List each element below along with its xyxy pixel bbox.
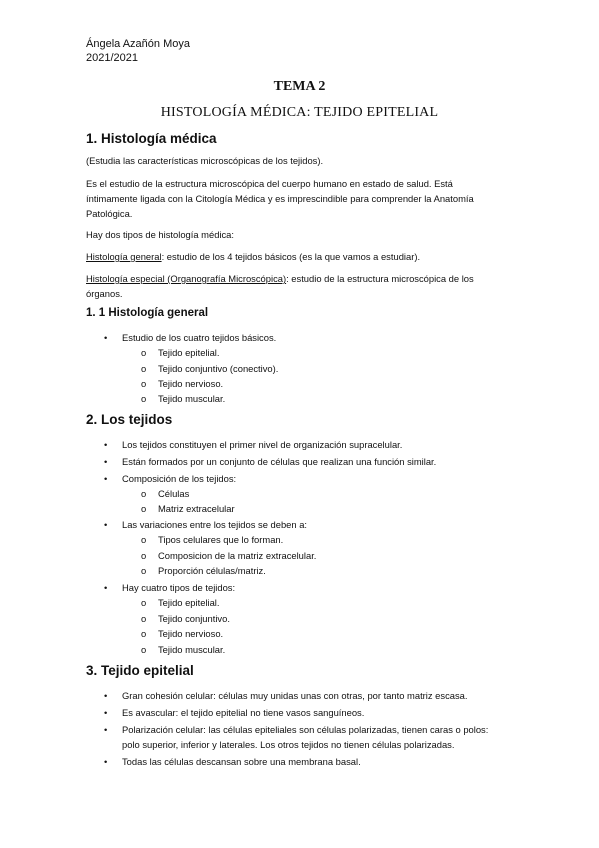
list-item: Tejido epitelial. xyxy=(158,347,220,358)
paragraph-histologia-general xyxy=(86,249,516,264)
list-item: Tejido conjuntivo. xyxy=(158,613,230,624)
paragraph-organos: órganos. xyxy=(86,288,123,299)
sub-bullet: o xyxy=(141,488,147,499)
bullet: • xyxy=(104,724,108,735)
heading-histologia-medica: 1. Histología médica xyxy=(86,131,217,146)
list-item: Tejido muscular. xyxy=(158,393,226,404)
bullet: • xyxy=(104,332,108,343)
paragraph-tipos: Hay dos tipos de histología médica: xyxy=(86,229,234,240)
list-item: Composición de los tejidos: xyxy=(122,473,237,484)
course-year: 2021/2021 xyxy=(86,52,138,64)
sub-bullet: o xyxy=(141,393,147,404)
list-item: Tejido nervioso. xyxy=(158,378,224,389)
author-block xyxy=(86,37,190,65)
bullet: • xyxy=(104,690,108,701)
bullet: • xyxy=(104,519,108,530)
list-item: Todas las células descansan sobre una membrana basal. xyxy=(122,756,361,767)
sub-bullet: o xyxy=(141,503,147,514)
paragraph-definition-line-3: Patológica. xyxy=(86,208,133,219)
list-item: Matriz extracelular xyxy=(158,503,235,514)
paragraph-definition-line-1: Es el estudio de la estructura microscópica del cuerpo humano en estado de salud. Está xyxy=(86,178,453,189)
sub-bullet: o xyxy=(141,628,147,639)
list-item: Tejido muscular. xyxy=(158,644,226,655)
bullet: • xyxy=(104,439,108,450)
paragraph-histologia-especial xyxy=(86,271,516,286)
author-name: Ángela Azañón Moya xyxy=(86,38,190,50)
bullet: • xyxy=(104,456,108,467)
list-item: Tejido epitelial. xyxy=(158,597,220,608)
sub-bullet: o xyxy=(141,644,147,655)
tema-title: TEMA 2 xyxy=(273,79,326,94)
list-item: Es avascular: el tejido epitelial no tiene vasos sanguíneos. xyxy=(122,707,365,718)
bullet: • xyxy=(104,473,108,484)
paragraph-definition-line-2: íntimamente ligada con la Citología Médica y es imprescindible para comprender la Anatomía xyxy=(86,193,474,204)
list-item: Los tejidos constituyen el primer nivel de organización supracelular. xyxy=(122,439,403,450)
bullet: • xyxy=(104,707,108,718)
list-item: Polarización celular: las células epiteliales son células polarizadas, tienen caras o polos: xyxy=(122,724,489,735)
sub-bullet: o xyxy=(141,378,147,389)
list-item: Tipos celulares que lo forman. xyxy=(158,534,284,545)
heading-los-tejidos: 2. Los tejidos xyxy=(86,412,173,427)
list-item: Las variaciones entre los tejidos se deben a: xyxy=(122,519,308,530)
list-item: Hay cuatro tipos de tejidos: xyxy=(122,582,236,593)
paragraph-estudia: (Estudia las características microscópicas de los tejidos). xyxy=(86,155,324,166)
heading-histologia-general: 1. 1 Histología general xyxy=(86,307,209,319)
list-item: Están formados por un conjunto de células que realizan una función similar. xyxy=(122,456,437,467)
list-item: Tejido nervioso. xyxy=(158,628,224,639)
sub-bullet: o xyxy=(141,550,147,561)
bullet: • xyxy=(104,756,108,767)
bullet: • xyxy=(104,582,108,593)
desc-histologia-especial: : estudio de la estructura microscópica de los xyxy=(286,273,474,284)
list-item: Proporción células/matriz. xyxy=(158,565,266,576)
term-histologia-general: Histología general xyxy=(86,251,162,262)
list-item: Composicion de la matriz extracelular. xyxy=(158,550,317,561)
list-item-continuation: polo superior, inferior y laterales. Los otros tejidos no tienen células polarizadas. xyxy=(122,739,455,750)
sub-bullet: o xyxy=(141,363,147,374)
sub-bullet: o xyxy=(141,613,147,624)
sub-bullet: o xyxy=(141,534,147,545)
sub-bullet: o xyxy=(141,347,147,358)
list-item: Gran cohesión celular: células muy unidas unas con otras, por tanto matriz escasa. xyxy=(122,690,468,701)
list-item: Tejido conjuntivo (conectivo). xyxy=(158,363,279,374)
sub-bullet: o xyxy=(141,597,147,608)
document-subtitle: HISTOLOGÍA MÉDICA: TEJIDO EPITELIAL xyxy=(160,105,439,120)
heading-tejido-epitelial: 3. Tejido epitelial xyxy=(86,663,194,678)
sub-bullet: o xyxy=(141,565,147,576)
term-histologia-especial: Histología especial (Organografía Microscópica) xyxy=(86,273,287,284)
list-item: Células xyxy=(158,488,190,499)
list-item: Estudio de los cuatro tejidos básicos. xyxy=(122,332,277,343)
desc-histologia-general: : estudio de los 4 tejidos básicos (es la que vamos a estudiar). xyxy=(161,251,421,262)
